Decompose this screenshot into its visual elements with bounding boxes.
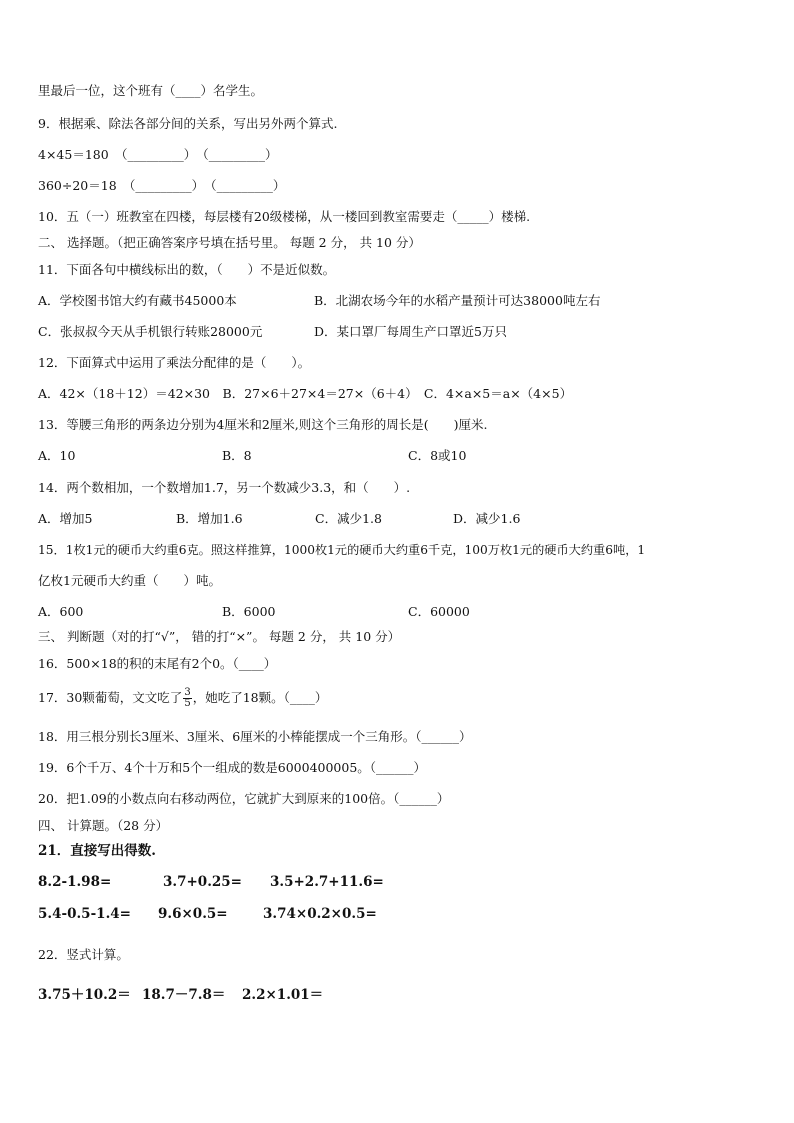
q15-stem-line-1: 15．1枚1元的硬币大约重6克。照这样推算，1000枚1元的硬币大约重6千克，100万枚1元的硬币大约重6吨，1 <box>38 543 646 557</box>
q21-expr-6: 3.74×0.2×0.5= <box>263 906 377 922</box>
q13-option-c: C．8或10 <box>408 448 467 463</box>
q12-options: A．42×（18＋12）＝42×30 B．27×6＋27×4＝27×（6＋4） C．4×a×5＝a×（4×5） <box>38 386 573 401</box>
q15-option-c: C．60000 <box>408 604 470 619</box>
q10-stem: 10．五（一）班教室在四楼，每层楼有20级楼梯，从一楼回到教室需要走（_____）楼梯. <box>38 209 531 224</box>
q22-expr-1: 3.75＋10.2＝ <box>38 987 131 1003</box>
q17-text-before: 17．30颗葡萄，文文吃了 <box>38 690 183 705</box>
q22-expr-3: 2.2×1.01＝ <box>242 987 324 1003</box>
q18-stem: 18．用三根分别长3厘米、3厘米、6厘米的小棒能摆成一个三角形。（______） <box>38 729 472 744</box>
q15-option-b: B．6000 <box>222 604 276 619</box>
q11-option-c: C．张叔叔今天从手机银行转账28000元 <box>38 324 263 339</box>
q21-expr-2: 3.7+0.25= <box>163 874 242 890</box>
q11-option-d: D．某口罩厂每周生产口罩近5万只 <box>314 324 507 339</box>
q13-stem: 13．等腰三角形的两条边分别为4厘米和2厘米,则这个三角形的周长是( )厘米. <box>38 417 488 432</box>
q21-expr-3: 3.5+2.7+11.6= <box>270 874 384 890</box>
q17-stem <box>38 686 327 710</box>
q14-option-c: C．减少1.8 <box>315 511 382 526</box>
q21-stem: 21．直接写出得数. <box>38 843 156 859</box>
q12-stem: 12．下面算式中运用了乘法分配律的是（ ）。 <box>38 355 311 370</box>
q14-option-a: A．增加5 <box>38 511 93 526</box>
section-2-heading: 二、 选择题。（把正确答案序号填在括号里。 每题 2 分， 共 10 分） <box>38 235 421 250</box>
q8-continuation: 里最后一位，这个班有（____）名学生。 <box>38 83 264 98</box>
q13-option-b: B．8 <box>222 448 252 463</box>
q14-stem: 14．两个数相加，一个数增加1.7，另一个数减少3.3，和（ ）. <box>38 480 411 495</box>
fraction-denominator: 5 <box>184 698 191 709</box>
q11-stem: 11．下面各句中横线标出的数，（ ）不是近似数。 <box>38 262 336 277</box>
q14-option-b: B．增加1.6 <box>176 511 243 526</box>
q20-stem: 20．把1.09的小数点向右移动两位，它就扩大到原来的100倍。（______） <box>38 791 450 806</box>
q22-stem: 22．竖式计算。 <box>38 947 129 962</box>
section-3-heading: 三、 判断题（对的打“√”， 错的打“×”。 每题 2 分， 共 10 分） <box>38 629 401 644</box>
q22-expr-2: 18.7－7.8＝ <box>142 987 226 1003</box>
q11-option-b: B．北湖农场今年的水稻产量预计可达38000吨左右 <box>314 293 601 308</box>
q21-expr-1: 8.2-1.98= <box>38 874 112 890</box>
section-4-heading: 四、 计算题。（28 分） <box>38 818 169 833</box>
q19-stem: 19．6个千万、4个十万和5个一组成的数是6000400005。（______） <box>38 760 427 775</box>
q11-option-a: A．学校图书馆大约有藏书45000本 <box>38 293 237 308</box>
q14-option-d: D．减少1.6 <box>453 511 521 526</box>
q17-text-after: ，她吃了18颗。（____） <box>192 690 328 705</box>
q9-stem: 9．根据乘、除法各部分间的关系，写出另外两个算式. <box>38 116 338 131</box>
q13-option-a: A．10 <box>38 448 76 463</box>
q9-equation-1: 4×45＝180 （_________） （_________） <box>38 147 278 162</box>
fraction-three-fifths <box>183 688 191 709</box>
q21-expr-5: 9.6×0.5= <box>158 906 228 922</box>
q21-expr-4: 5.4-0.5-1.4= <box>38 906 131 922</box>
fraction-numerator: 3 <box>184 687 191 698</box>
q15-option-a: A．600 <box>38 604 84 619</box>
q15-stem-line-2: 亿枚1元硬币大约重（ ）吨。 <box>38 573 221 588</box>
q9-equation-2: 360÷20＝18 （_________） （_________） <box>38 178 286 193</box>
q16-stem: 16．500×18的积的末尾有2个0。（____） <box>38 656 277 671</box>
